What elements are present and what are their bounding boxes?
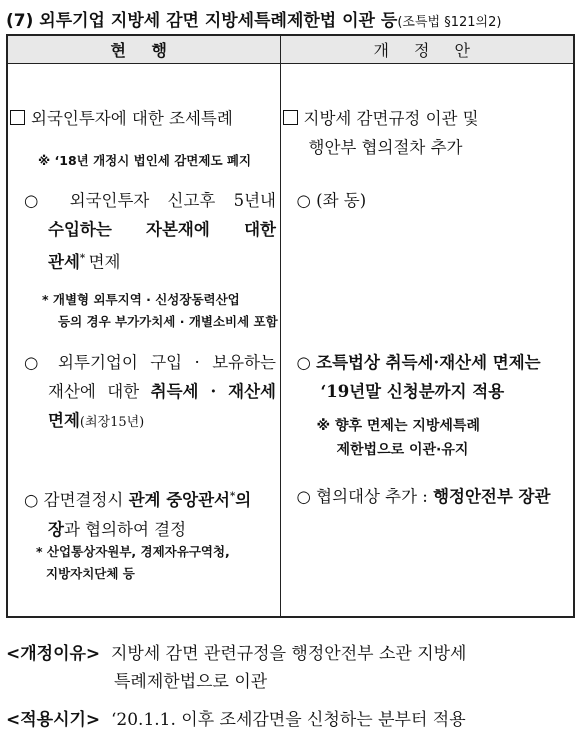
- section-title: [6, 6, 501, 31]
- comparison-table: [6, 34, 575, 618]
- revised-item-2: ○ (좌 동): [296, 191, 367, 210]
- current-item-2: ○ 외국인투자 신고후 5년내 수입하는 자본재에 대한 관세* 면제: [24, 191, 276, 272]
- current-note-3: * 산업통상자원부, 경제자유구역청, 지방자치단체 등: [36, 544, 230, 581]
- effective-date: <적용시기> ‘20.1.1. 이후 조세감면을 신청하는 분부터 적용: [6, 710, 466, 730]
- revised-item-4: ○ 협의대상 추가 : 행정안전부 장관: [296, 487, 551, 506]
- title-main: (7) 외투기업 지방세 감면 지방세특례제한법 이관 등: [6, 11, 398, 31]
- revised-item-1: 지방세 감면규정 이관 및 행안부 협의절차 추가: [283, 104, 479, 162]
- checkbox-square-icon: [283, 110, 298, 125]
- header-revised: 개 정 안: [280, 35, 574, 64]
- current-column: [7, 64, 280, 618]
- revised-note-1: ※ 향후 면제는 지방세특례 제한법으로 이관·유지: [316, 418, 480, 458]
- current-item-1: 외국인투자에 대한 조세특례: [10, 104, 233, 133]
- current-note-2: * 개별형 외투지역 · 신성장동력산업 등의 경우 부가가치세 · 개별소비세 포함: [42, 292, 278, 329]
- reason-label: <개정이유>: [6, 644, 101, 664]
- title-ref: (조특법 §121의2): [397, 15, 502, 30]
- revised-column: [280, 64, 574, 618]
- current-item-4: ○ 감면결정시 관계 중앙관서*의 장과 협의하여 결정: [24, 490, 252, 539]
- amendment-reason: <개정이유> 지방세 감면 관련규정을 행정안전부 소관 지방세 특례제한법으로 이관: [6, 644, 467, 692]
- header-current: 현 행: [7, 35, 280, 64]
- current-note-1: ※ ‘18년 개정시 법인세 감면제도 폐지: [38, 153, 252, 168]
- current-item-3: ○ 외투기업이 구입 · 보유하는 재산에 대한 취득세 · 재산세 면제(최장15년): [24, 353, 276, 430]
- revised-item-3: ○ 조특법상 취득세·재산세 면제는 ‘19년말 신청분까지 적용: [296, 353, 541, 401]
- checkbox-square-icon: [10, 110, 25, 125]
- date-label: <적용시기>: [6, 710, 101, 730]
